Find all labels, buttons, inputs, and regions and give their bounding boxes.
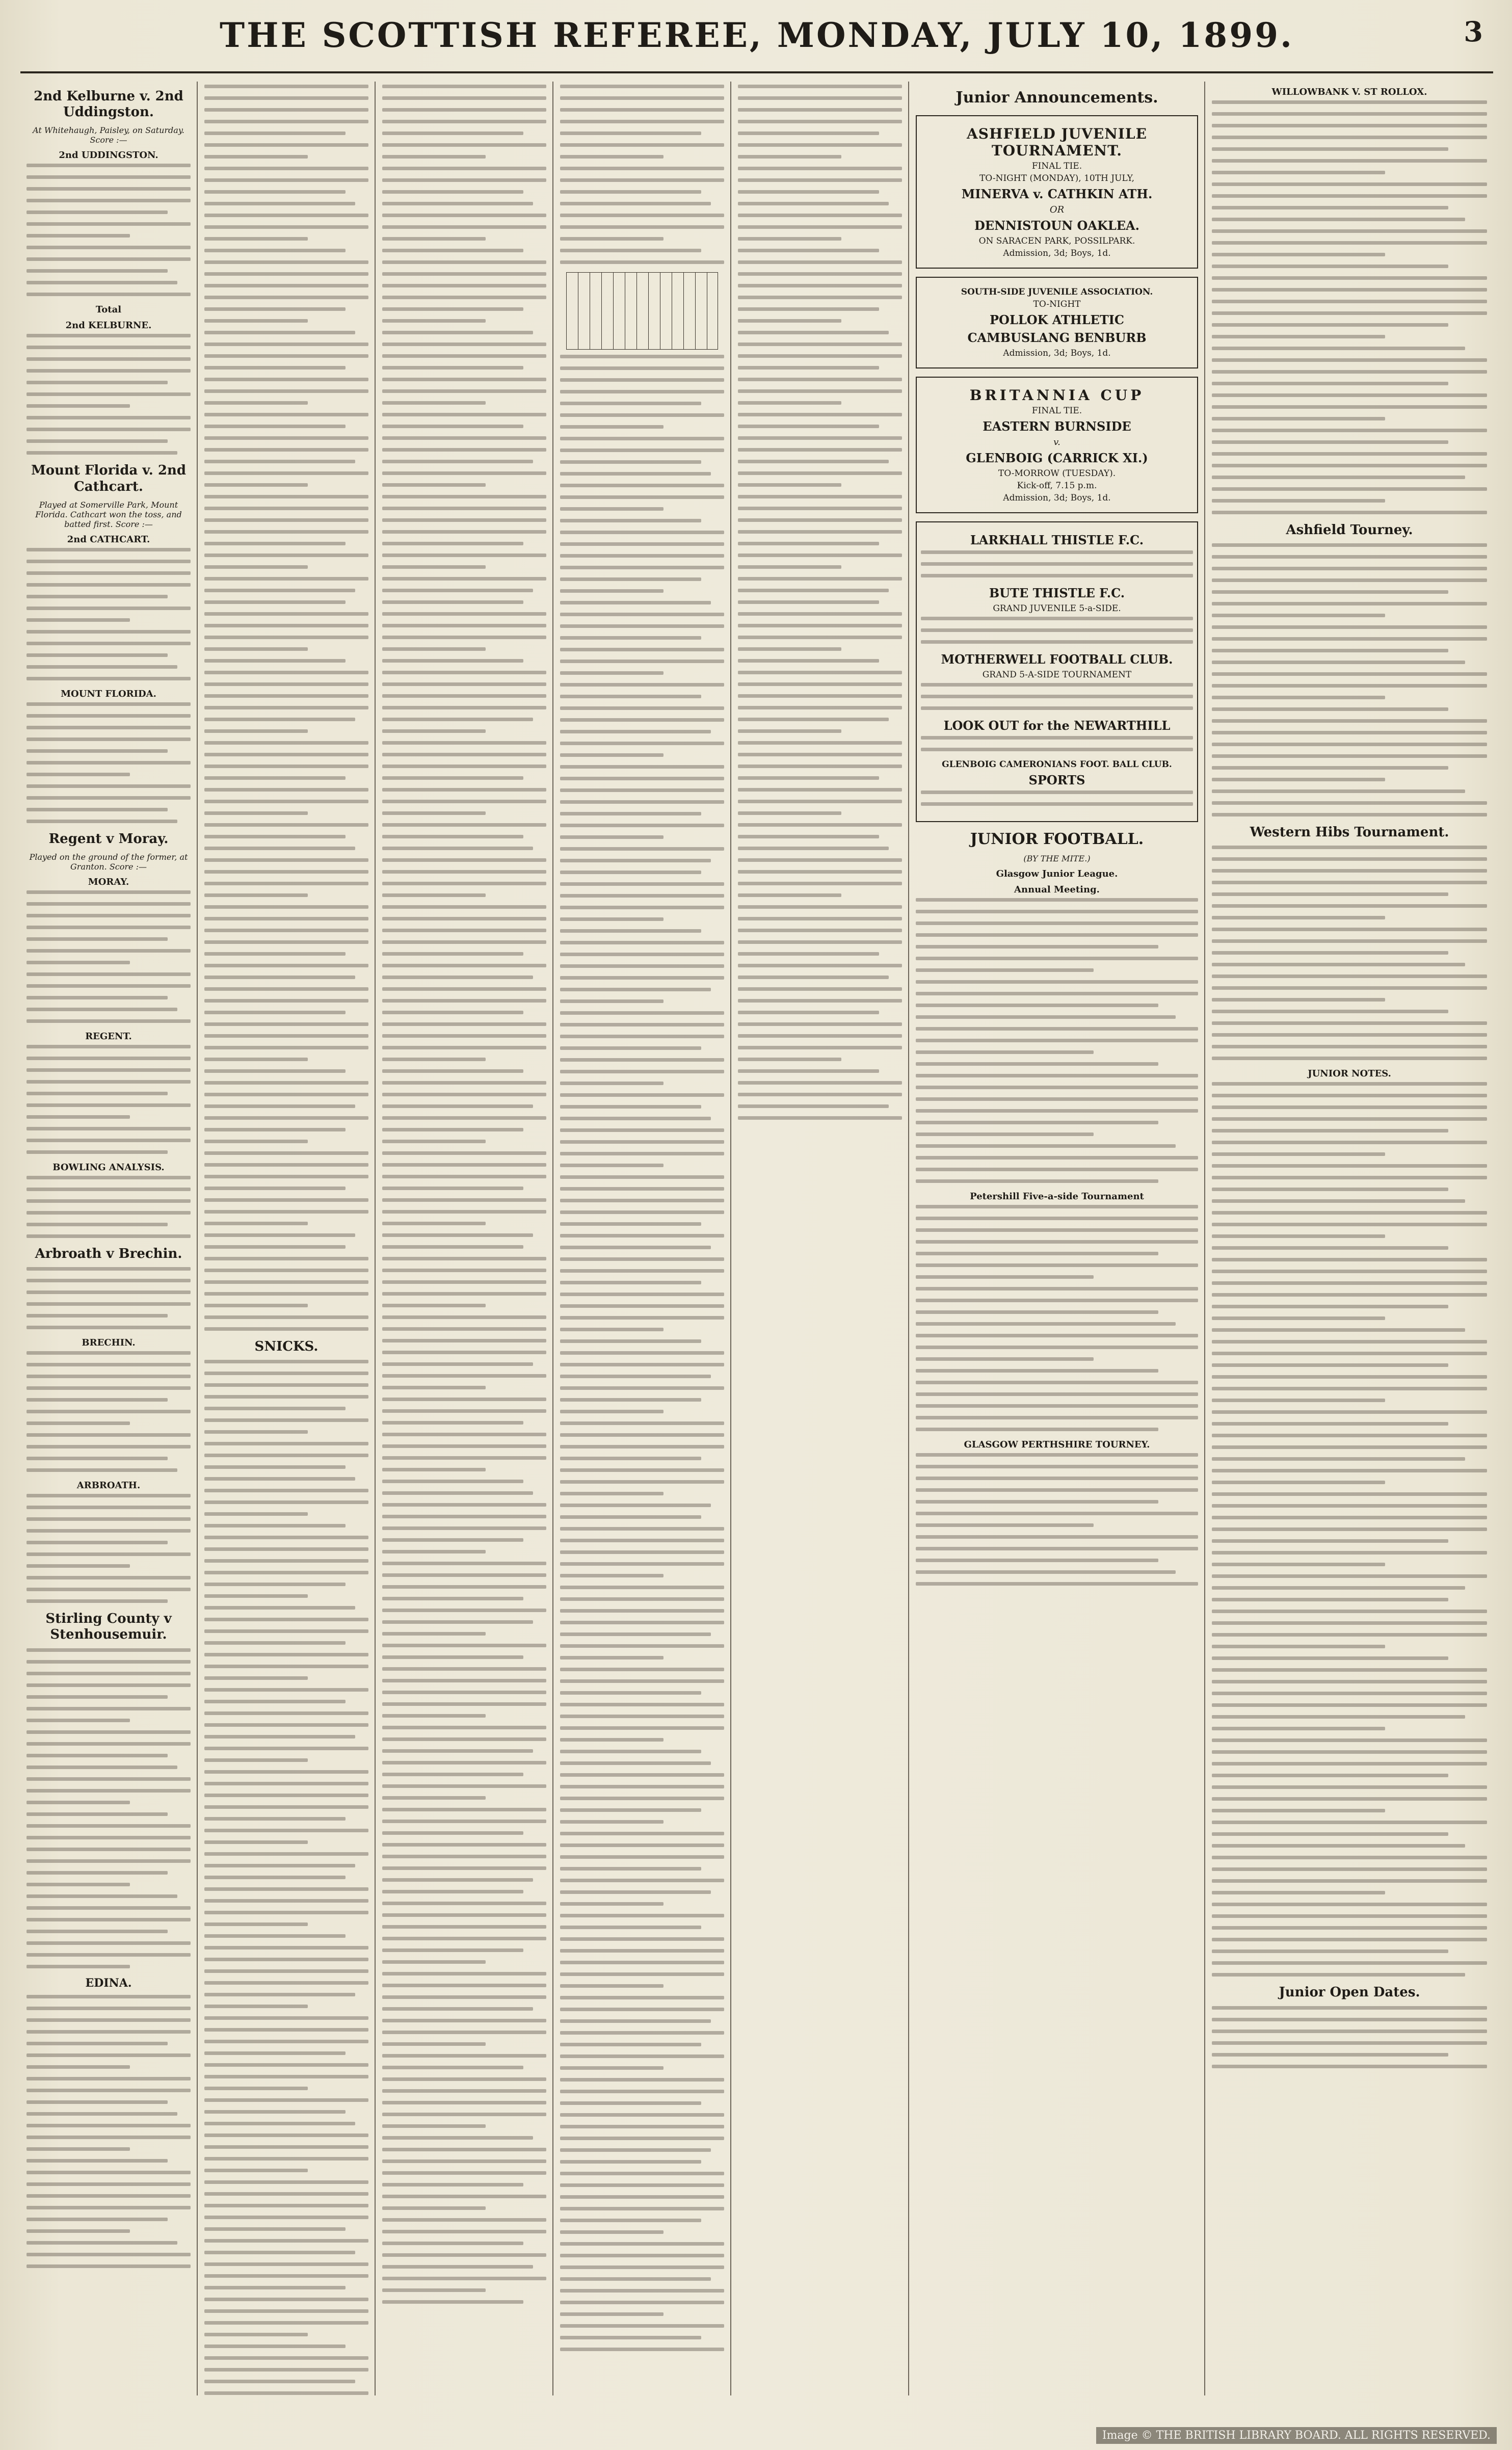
match-intro: Played on the ground of the former, at Granton. Score :— [29,852,188,872]
advert-line: Admission, 3d; Boys, 1d. [1003,348,1111,358]
score-lines [26,890,191,1023]
score-lines [26,702,191,823]
advert-title: MOTHERWELL FOOTBALL CLUB. [941,652,1173,667]
subheading: Annual Meeting. [1014,884,1100,895]
advert-team: CAMBUSLANG BENBURB [967,330,1147,345]
subheading: WILLOWBANK V. ST ROLLOX. [1271,87,1427,97]
body-text [26,1267,191,1329]
advert-line: v. [1053,437,1060,447]
body-text [382,85,546,2304]
advert-line: Admission, 3d; Boys, 1d. [1003,493,1111,503]
body-text [204,1360,368,2395]
body-text [204,85,368,1331]
advert-team: MINERVA v. CATHKIN ATH. [961,187,1153,201]
scoring-chart-graphic [566,272,718,350]
masthead [20,15,1493,73]
page-number: 3 [1464,15,1483,48]
section-heading: JUNIOR FOOTBALL. [970,830,1144,848]
advert-line: GRAND JUVENILE 5-a-SIDE. [993,603,1121,614]
advert-line: GRAND 5-A-SIDE TOURNAMENT [982,670,1132,680]
advert-line: TO-NIGHT [1033,299,1081,309]
section-heading: SNICKS. [254,1339,319,1354]
advert-line: Admission, 3d; Boys, 1d. [1003,248,1111,258]
team-heading: 2nd CATHCART. [67,534,150,545]
bowling-heading: BOWLING ANALYSIS. [52,1162,165,1173]
advert-team: DENNISTOUN OAKLEA. [974,218,1140,233]
britannia-advert [916,377,1198,513]
advert-team: GLENBOIG (CARRICK XI.) [966,451,1148,465]
match-heading: Stirling County v Stenhousemuir. [45,1611,172,1643]
advert-text [921,550,1193,577]
score-lines [26,1494,191,1603]
subheading: JUNIOR NOTES. [1308,1068,1391,1079]
advert-title: ASHFIELD JUVENILE TOURNAMENT. [967,125,1147,159]
column-2 [198,82,376,2395]
score-lines [26,1351,191,1472]
match-heading: 2nd Kelburne v. 2nd Uddingston. [34,89,183,120]
copyright-credit: Image © THE BRITISH LIBRARY BOARD. ALL RIGHTS RESERVED. [1096,2427,1497,2444]
team-heading: ARBROATH. [76,1480,141,1491]
body-text [916,898,1198,1183]
advert-line: ON SARACEN PARK, POSSILPARK. [978,236,1135,246]
body-text [26,1995,191,2268]
body-text [916,1205,1198,1431]
advert-title: SPORTS [1028,773,1085,787]
masthead-title: THE SCOTTISH REFEREE, MONDAY, JULY 10, 1899. [219,15,1294,55]
column-5 [732,82,909,2395]
advert-team: POLLOK ATHLETIC [989,312,1125,327]
column-1 [20,82,198,2395]
score-lines [26,164,191,296]
club-adverts [916,521,1198,822]
advert-title: LOOK OUT for the NEWARTHILL [943,718,1171,733]
body-text [560,85,724,264]
column-3 [376,82,553,2395]
advert-text [921,683,1193,710]
body-text [738,85,902,1120]
section-heading: Junior Open Dates. [1279,1985,1420,2000]
match-heading: Mount Florida v. 2nd Cathcart. [31,463,187,494]
team-heading: MOUNT FLORIDA. [61,688,156,699]
body-text [1212,100,1487,514]
advert-line: Kick-off, 7.15 p.m. [1017,481,1097,491]
advert-title: BRITANNIA CUP [969,387,1145,404]
score-lines [26,1176,191,1238]
body-text [916,1453,1198,1586]
team-heading: 2nd KELBURNE. [65,320,152,331]
body-text [1212,543,1487,816]
total-label: Total [95,304,122,315]
advert-team: EASTERN BURNSIDE [983,419,1131,434]
body-text [1212,2006,1487,2068]
subheading: Petershill Five-a-side Tournament [970,1191,1144,1202]
advert-line: TO-NIGHT (MONDAY), 10TH JULY, [979,173,1135,183]
body-text [26,1648,191,1968]
score-lines [26,334,191,455]
score-lines [26,1045,191,1154]
advert-title: LARKHALL THISTLE F.C. [970,533,1144,547]
match-intro: At Whitehaugh, Paisley, on Saturday. Score :— [33,125,184,145]
advert-text [921,736,1193,751]
juvenile-advert [916,277,1198,368]
ashfield-advert [916,115,1198,269]
column-6 [910,82,1205,2395]
subheading: GLASGOW PERTHSHIRE TOURNEY. [964,1439,1150,1450]
advert-text [921,791,1193,806]
team-heading: BRECHIN. [82,1337,136,1349]
match-intro: Played at Somerville Park, Mount Florida. Cathcart won the toss, and batted first. Score :— [35,499,182,529]
column-4 [554,82,731,2395]
score-lines [26,548,191,680]
team-heading: REGENT. [85,1031,132,1042]
team-heading: 2nd UDDINGSTON. [59,150,158,161]
byline: (BY THE MITE.) [1023,854,1091,863]
columns [20,82,1493,2406]
match-heading: Arbroath v Brechin. [35,1246,182,1261]
body-text [1212,1082,1487,1977]
advert-title: SOUTH-SIDE JUVENILE ASSOCIATION. [961,287,1153,297]
advert-title: GLENBOIG CAMERONIANS FOOT. BALL CLUB. [942,759,1172,770]
section-heading: Western Hibs Tournament. [1250,825,1449,840]
advert-line: TO-MORROW (TUESDAY). [998,468,1116,479]
column-7 [1206,82,1493,2395]
section-heading: EDINA. [85,1976,132,1990]
advert-line: FINAL TIE. [1031,406,1082,416]
advert-title: BUTE THISTLE F.C. [989,586,1125,600]
section-heading: Junior Announcements. [956,89,1158,107]
body-text [1212,846,1487,1060]
body-text [560,355,724,2351]
advert-line: OR [1049,204,1065,215]
section-heading: Ashfield Tourney. [1286,522,1413,538]
advert-text [921,617,1193,644]
subheading: Glasgow Junior League. [996,868,1118,879]
match-heading: Regent v Moray. [48,831,169,847]
advert-line: FINAL TIE. [1031,161,1082,171]
team-heading: MORAY. [88,876,129,887]
